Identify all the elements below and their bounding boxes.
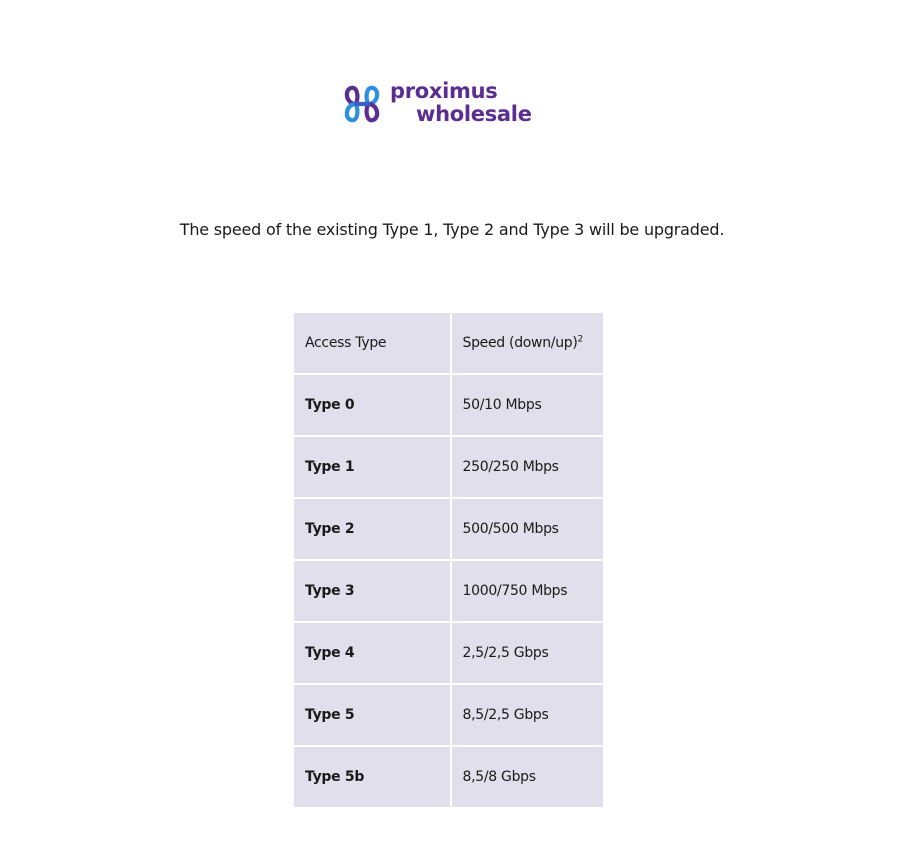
header-speed-label: Speed (down/up) [462, 335, 578, 351]
intro-paragraph: The speed of the existing Type 1, Type 2 and Type 3 will be upgraded. [179, 220, 725, 239]
access-type-cell: Type 4 [294, 623, 450, 683]
table-row [294, 623, 603, 683]
logo-line-2: wholesale [416, 102, 532, 126]
proximus-logo-icon [340, 82, 384, 126]
access-type-cell: Type 5b [294, 747, 450, 807]
access-type-cell: Type 3 [294, 561, 450, 621]
table-row [294, 561, 603, 621]
speed-cell: 500/500 Mbps [452, 499, 604, 559]
table-header-row [294, 313, 603, 373]
logo-line-1: proximus [390, 79, 498, 103]
header-access-type: Access Type [294, 313, 450, 373]
access-type-cell: Type 0 [294, 375, 450, 435]
speed-table [292, 311, 605, 809]
speed-cell: 1000/750 Mbps [452, 561, 604, 621]
table-row [294, 747, 603, 807]
table-row [294, 437, 603, 497]
table-row [294, 685, 603, 745]
speed-cell: 8,5/8 Gbps [452, 747, 604, 807]
speed-cell: 8,5/2,5 Gbps [452, 685, 604, 745]
table-row [294, 499, 603, 559]
logo-wordmark [390, 80, 532, 126]
header-speed-footnote: 2 [577, 334, 583, 345]
header-speed [452, 313, 604, 373]
access-type-cell: Type 5 [294, 685, 450, 745]
speed-cell: 50/10 Mbps [452, 375, 604, 435]
proximus-wholesale-logo [340, 80, 550, 130]
speed-cell: 2,5/2,5 Gbps [452, 623, 604, 683]
speed-cell: 250/250 Mbps [452, 437, 604, 497]
access-type-cell: Type 1 [294, 437, 450, 497]
table-row [294, 375, 603, 435]
access-type-cell: Type 2 [294, 499, 450, 559]
